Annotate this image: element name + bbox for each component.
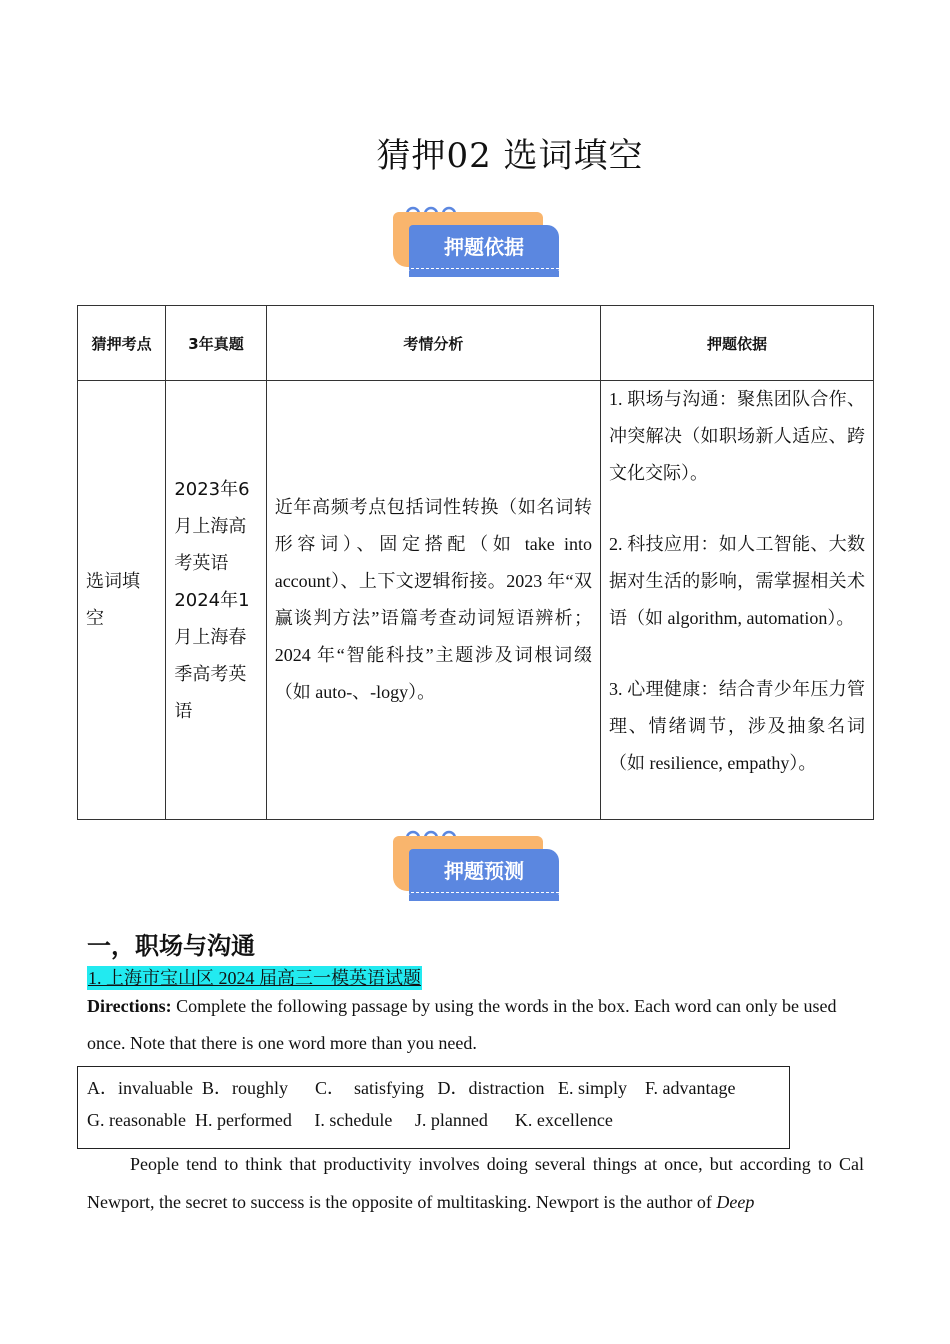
header-years: 3年真题 bbox=[166, 306, 266, 381]
years-cell: 2023年6月上海高考英语 2024年1月上海春季高考英语 bbox=[166, 381, 266, 820]
basis-item: 2. 科技应用：如人工智能、大数据对生活的影响，需掌握相关术语（如 algorithm, automation）。 bbox=[608, 534, 865, 628]
header-analysis: 考情分析 bbox=[266, 306, 600, 381]
directions bbox=[87, 988, 867, 1062]
prediction-badge bbox=[393, 824, 563, 904]
page-title: 猜押02 选词填空 bbox=[376, 136, 644, 176]
analysis-cell: 近年高频考点包括词性转换（如名词转形容词）、固定搭配（如 take into account）、上下文逻辑衔接。2023 年“双赢谈判方法”语篇考查动词短语辨析；2024 年“智能科技”主题涉及词根词缀（如 auto-、-logy）。 bbox=[266, 381, 600, 820]
word-row: G. reasonable H. performed I. schedule J. planned K. excellence bbox=[87, 1110, 613, 1130]
question-source: 1. 上海市宝山区 2024 届高三一模英语试题 bbox=[88, 968, 421, 988]
analysis-table bbox=[77, 305, 874, 820]
passage-italic: Deep bbox=[716, 1192, 755, 1212]
section-heading: 一，职场与沟通 bbox=[87, 932, 255, 960]
header-basis: 押题依据 bbox=[600, 306, 873, 381]
prediction-badge-label: 押题预测 bbox=[409, 849, 559, 897]
basis-item: 3. 心理健康：结合青少年压力管理、情绪调节，涉及抽象名词（如 resilience, empathy）。 bbox=[608, 679, 865, 773]
directions-text: Complete the following passage by using the words in the box. Each word can only be used once. Note that there is one word more than you need. bbox=[87, 996, 837, 1053]
topic-cell: 选词填空 bbox=[78, 381, 166, 820]
basis-badge bbox=[393, 200, 563, 280]
basis-badge-label: 押题依据 bbox=[409, 225, 559, 273]
passage bbox=[87, 1145, 864, 1221]
word-row: A．invaluable B．roughly C． satisfying D．distraction E. simply F. advantage bbox=[87, 1078, 736, 1098]
basis-cell bbox=[600, 381, 873, 820]
word-box bbox=[77, 1066, 790, 1149]
passage-text: People tend to think that productivity involves doing several things at once, but according to Cal Newport, the secret to success is the opposite of multitasking. Newport is the author of bbox=[87, 1154, 864, 1212]
directions-label: Directions: bbox=[87, 996, 172, 1016]
basis-item: 1. 职场与沟通：聚焦团队合作、冲突解决（如职场新人适应、跨文化交际）。 bbox=[608, 389, 865, 483]
header-topic: 猜押考点 bbox=[78, 306, 166, 381]
